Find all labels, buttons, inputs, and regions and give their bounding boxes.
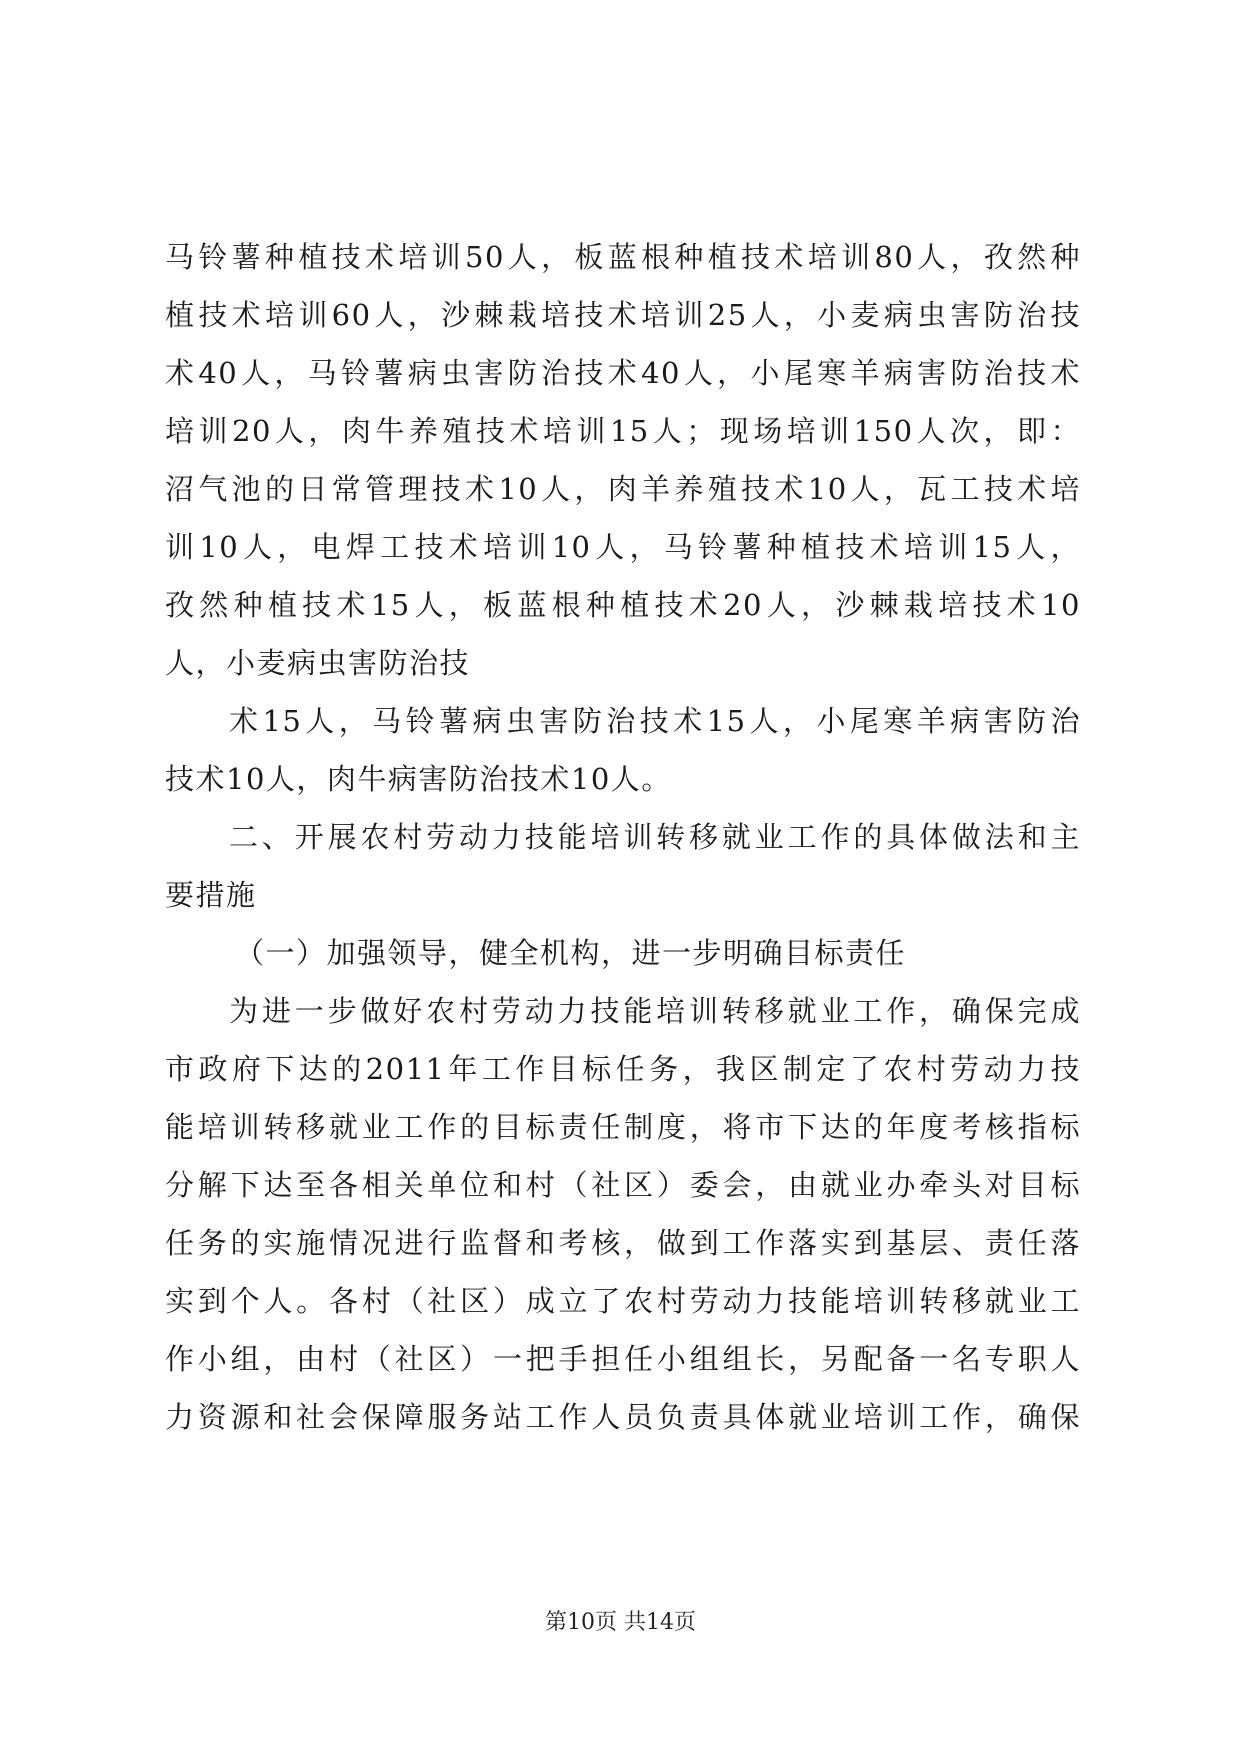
page-footer: 第10页 共14页 xyxy=(545,1610,696,1635)
text-line: 为进一步做好农村劳动力技能培训转移就业工作，确保完成 xyxy=(229,994,1081,1028)
text-line: 植技术培训60人，沙棘栽培技术培训25人，小麦病虫害防治技 xyxy=(165,298,1081,332)
text-line: 沼气池的日常管理技术10人，肉羊养殖技术10人，瓦工技术培 xyxy=(165,472,1081,506)
text-line: 作小组，由村（社区）一把手担任小组组长，另配备一名专职人 xyxy=(165,1342,1081,1376)
text-line: 要措施 xyxy=(165,878,257,912)
text-line: 技术10人，肉牛病害防治技术10人。 xyxy=(165,762,672,796)
text-line: （一）加强领导，健全机构，进一步明确目标责任 xyxy=(235,936,907,970)
text-line: 孜然种植技术15人，板蓝根种植技术20人，沙棘栽培技术10 xyxy=(165,588,1081,622)
text-line: 二、开展农村劳动力技能培训转移就业工作的具体做法和主 xyxy=(229,820,1081,854)
body-text xyxy=(165,228,1081,1446)
text-line: 分解下达至各相关单位和村（社区）委会，由就业办牵头对目标 xyxy=(165,1168,1081,1202)
text-line: 力资源和社会保障服务站工作人员负责具体就业培训工作，确保 xyxy=(165,1400,1081,1434)
text-line: 人，小麦病虫害防治技 xyxy=(165,646,471,680)
text-line: 训10人，电焊工技术培训10人，马铃薯种植技术培训15人， xyxy=(165,530,1081,564)
text-line: 任务的实施情况进行监督和考核，做到工作落实到基层、责任落 xyxy=(165,1226,1081,1260)
text-line: 市政府下达的2011年工作目标任务，我区制定了农村劳动力技 xyxy=(165,1052,1081,1086)
text-line: 马铃薯种植技术培训50人，板蓝根种植技术培训80人，孜然种 xyxy=(165,240,1081,274)
text-line: 实到个人。各村（社区）成立了农村劳动力技能培训转移就业工 xyxy=(165,1284,1081,1318)
text-line: 培训20人，肉牛养殖技术培训15人；现场培训150人次，即： xyxy=(165,414,1081,448)
text-line: 术15人，马铃薯病虫害防治技术15人，小尾寒羊病害防治 xyxy=(229,704,1081,738)
text-line: 术40人，马铃薯病虫害防治技术40人，小尾寒羊病害防治技术 xyxy=(165,356,1081,390)
text-line: 能培训转移就业工作的目标责任制度，将市下达的年度考核指标 xyxy=(165,1110,1081,1144)
